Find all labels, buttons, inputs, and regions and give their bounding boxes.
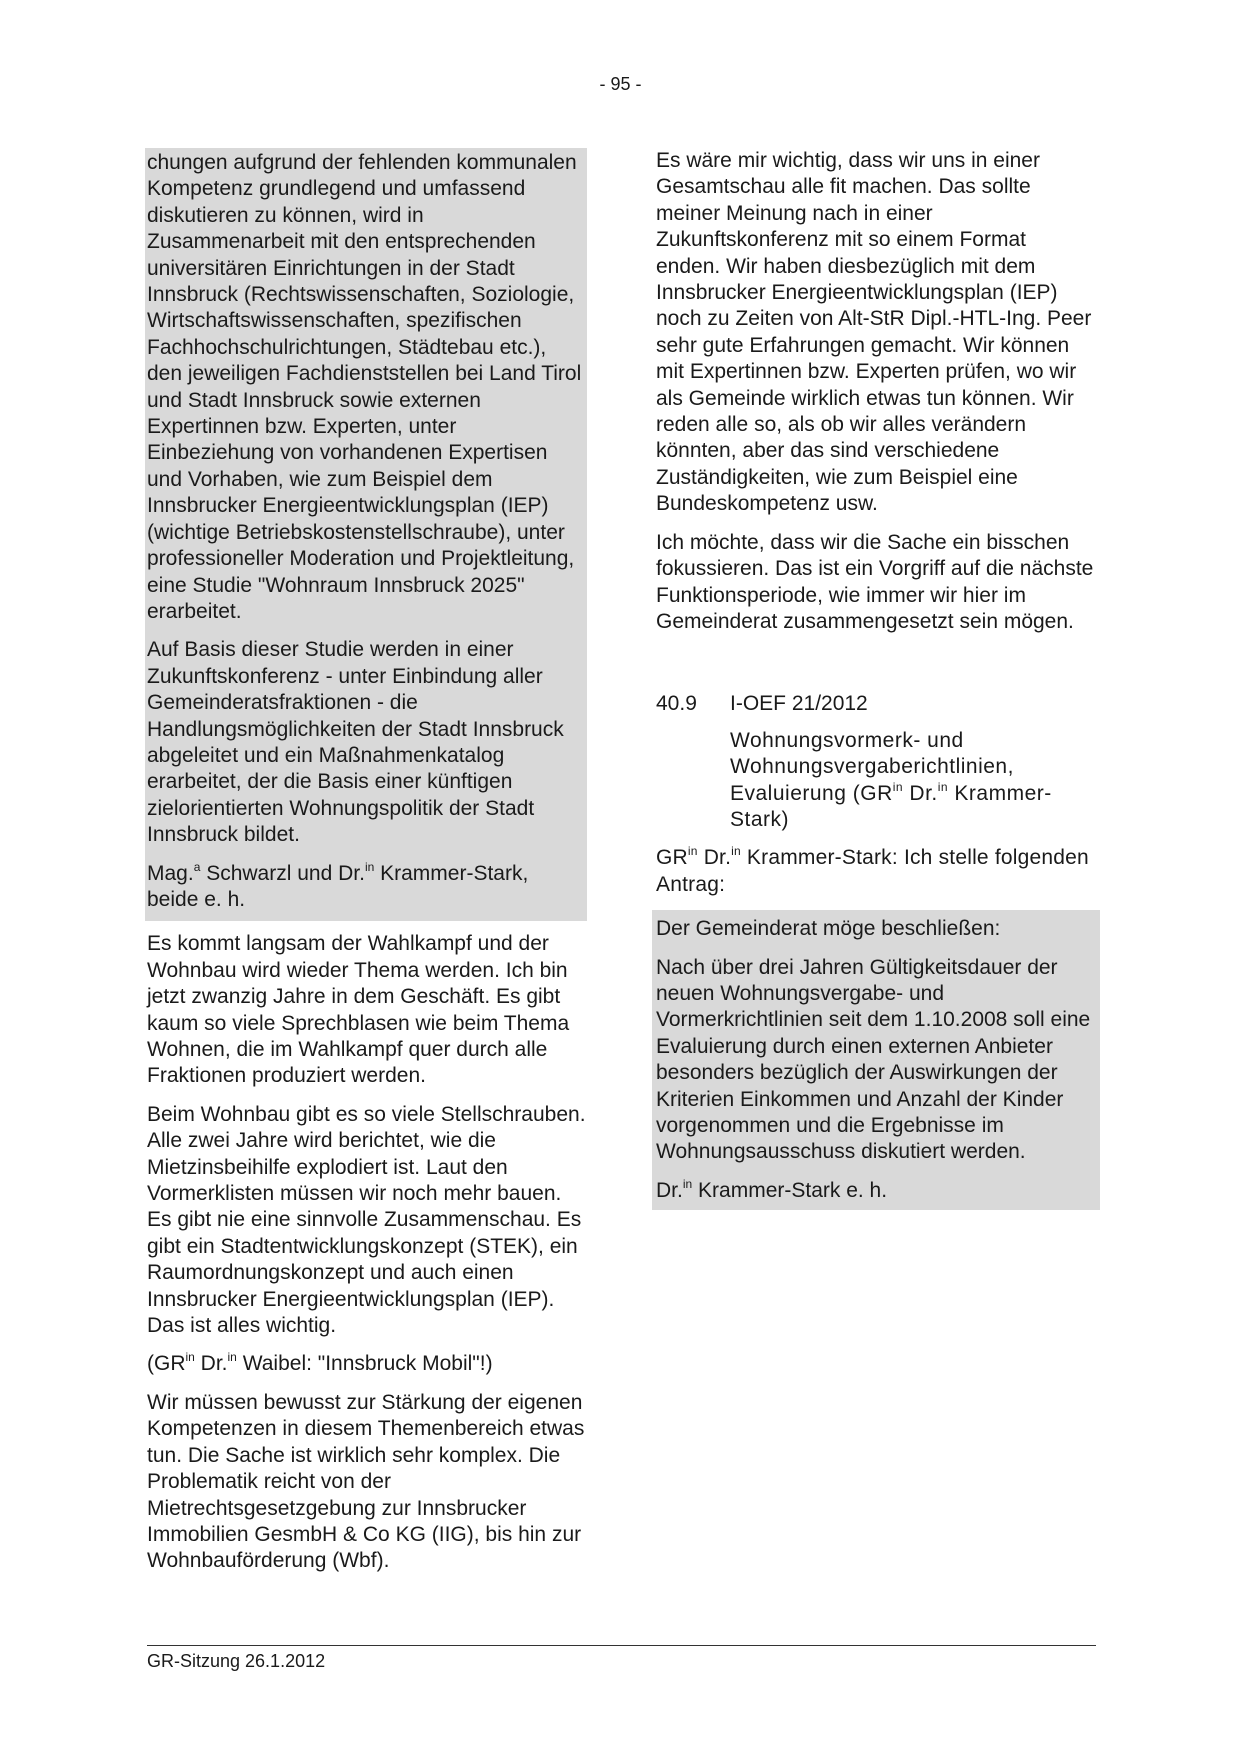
right-column — [656, 148, 1096, 1210]
motion-box — [652, 910, 1100, 1210]
motion-signature: Dr.$^{in}$ Krammer-Stark e. h. — [656, 1176, 888, 1202]
speech-paragraph: Wir müssen bewusst zur Stärkung der eigenen Kompetenzen in diesem Themenbereich etwas tun. Die Sache ist wirklich sehr komplex. Die Problematik reicht von der Mietrechtsgesetzgebung zur Innsbrucker Immobilien GesmbH & Co KG (IIG), bis hin zur Wohnbauförderung (Wbf). — [147, 1390, 585, 1573]
left-column — [147, 148, 587, 1587]
footer-rule — [147, 1645, 1096, 1646]
agenda-item-header — [656, 691, 1096, 717]
motion-intro: $GR^{in}$ Dr.$^{in}$ Krammer-Stark: Ich stelle folgenden Antrag: — [656, 844, 1089, 896]
page-number: - 95 - — [599, 74, 642, 94]
agenda-item-code: I-OEF 21/2012 — [730, 692, 868, 716]
speech-paragraph: Ich möchte, dass wir die Sache ein bisschen fokussieren. Das ist ein Vorgriff auf die nächste Funktionsperiode, wie immer wir hier im Gemeinderat zusammengesetzt sein mögen. — [656, 530, 1094, 633]
motion-heading: Der Gemeinderat möge beschließen: — [656, 917, 1001, 941]
motion-signature: Mag.$^a$ Schwarzl und Dr.$^{in}$ Krammer-Stark, beide e. h. — [147, 859, 529, 911]
motion-paragraph: chungen aufgrund der fehlenden kommunalen Kompetenz grundlegend und umfassend diskutieren zu können, wird in Zusammenarbeit mit den entsprechenden universitären Einrichtungen in der Stadt Innsbruck (Rechtswissenschaften, Soziologie, Wirtschaftswissenschaften, spezifischen Fachhochschulrichtungen, Städtebau etc.), den jeweiligen Fachdienststellen bei Land Tirol und Stadt Innsbruck sowie externen Expertinnen bzw. Experten, unter Einbeziehung von vorhandenen Expertisen und Vorhaben, wie zum Beispiel dem Innsbrucker Energieentwicklungsplan (IEP) (wichtige Betriebskostenstellschraube), unter professioneller Moderation und Projektleitung, eine Studie "Wohnraum Innsbruck 2025" erarbeitet. — [147, 151, 582, 623]
footer: GR-Sitzung 26.1.2012 — [147, 1651, 326, 1671]
agenda-item-number: 40.9 — [656, 692, 697, 716]
interjection: ($GR^{in}$ Dr.$^{in}$ Waibel: "Innsbruck Mobil"!) — [147, 1350, 493, 1376]
speech-paragraph: Es kommt langsam der Wahlkampf und der Wohnbau wird wieder Thema werden. Ich bin jetzt zwanzig Jahre in dem Geschäft. Es gibt kaum so viele Sprechblasen wie beim Thema Wohnen, die im Wahlkampf quer durch alle Fraktionen produziert werden. — [147, 932, 570, 1088]
agenda-item-title: Wohnungsvormerk- und Wohnungsvergaberichtlinien, Evaluierung ($GR^{in}$ Dr.$^{in}$ Krammer-Stark) — [730, 728, 1052, 831]
motion-paragraph: Auf Basis dieser Studie werden in einer Zukunftskonferenz - unter Einbindung aller Gemeinderatsfraktionen - die Handlungsmöglichkeiten der Stadt Innsbruck abgeleitet und ein Maßnahmenkatalog erarbeitet, der die Basis einer künftigen zielorientierten Wohnungspolitik der Stadt Innsbruck bildet. — [147, 638, 564, 847]
motion-text: Nach über drei Jahren Gültigkeitsdauer der neuen Wohnungsvergabe- und Vormerkrichtlinien seit dem 1.10.2008 soll eine Evaluierung durch einen externen Anbieter besonders bezüglich der Auswirkungen der Kriterien Einkommen und Anzahl der Kinder vorgenommen und die Ergebnisse im Wohnungsausschuss diskutiert werden. — [656, 955, 1091, 1164]
speech-paragraph: Beim Wohnbau gibt es so viele Stellschrauben. Alle zwei Jahre wird berichtet, wie die Mietzinsbeihilfe explodiert ist. Laut den Vormerklisten müssen wir noch mehr bauen. Es gibt nie eine sinnvolle Zusammenschau. Es gibt ein Stadtentwicklungskonzept (STEK), ein Raumordnungskonzept und auch einen Innsbrucker Energieentwicklungsplan (IEP). Das ist alles wichtig. — [147, 1102, 586, 1338]
motion-text-block — [145, 148, 587, 921]
speech-paragraph: Es wäre mir wichtig, dass wir uns in einer Gesamtschau alle fit machen. Das sollte meiner Meinung nach in einer Zukunftskonferenz mit so einem Format enden. Wir haben diesbezüglich mit dem Innsbrucker Energieentwicklungsplan (IEP) noch zu Zeiten von Alt-StR Dipl.-HTL-Ing. Peer sehr gute Erfahrungen gemacht. Wir können mit Expertinnen bzw. Experten prüfen, wo wir als Gemeinde wirklich etwas tun können. Wir reden alle so, als ob wir alles verändern könnten, aber das sind verschiedene Zuständigkeiten, wie zum Beispiel eine Bundeskompetenz usw. — [656, 149, 1092, 516]
